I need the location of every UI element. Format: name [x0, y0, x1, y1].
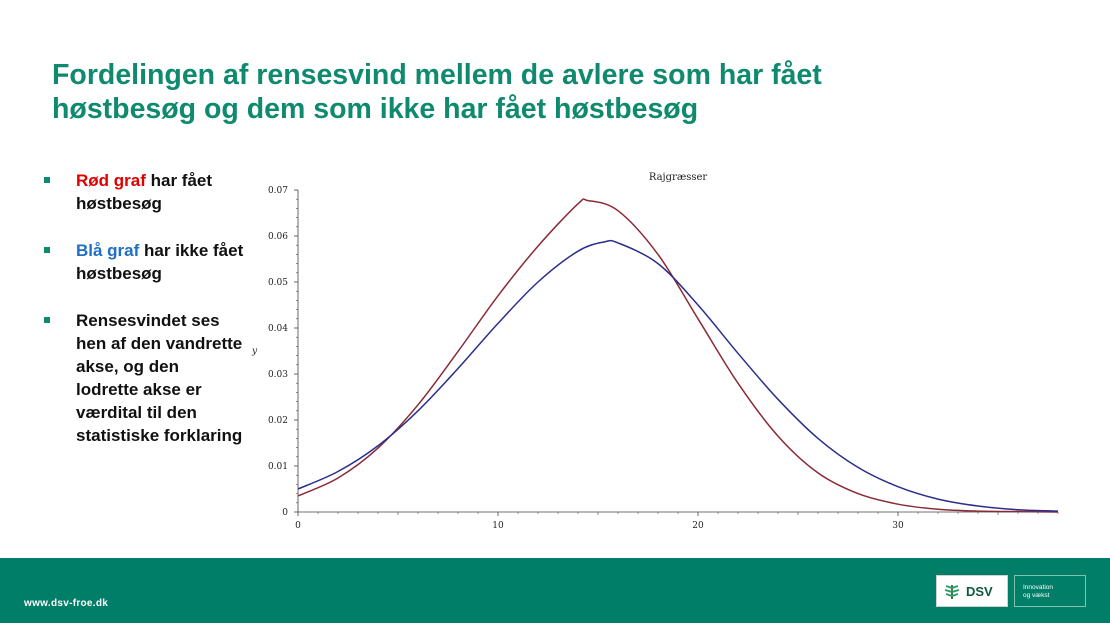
- tagline-line-2: og vækst: [1023, 592, 1050, 599]
- distribution-chart: [242, 160, 1072, 540]
- bullet-marker: [44, 317, 50, 323]
- y-tick-label: 0.05: [267, 278, 288, 288]
- wheat-leaf-icon: [943, 584, 961, 600]
- blue-graph-label: Blå graf: [76, 241, 140, 260]
- y-tick-label: 0.01: [267, 462, 288, 472]
- y-tick-label: 0.04: [267, 324, 288, 334]
- slide-title-line-1: Fordelingen af rensesvind mellem de avlere som har fået: [52, 59, 822, 91]
- footer-bar: [0, 558, 1110, 623]
- bullet-list: [44, 169, 244, 471]
- x-tick-label: 20: [692, 521, 704, 531]
- logo-text: DSV: [966, 584, 993, 599]
- bullet-text: har fået høstbesøg: [76, 171, 213, 213]
- bullet-text: har ikke fået høstbesøg: [76, 241, 244, 283]
- bullet-item-red: [44, 169, 244, 215]
- y-tick-label: 0.06: [267, 232, 288, 242]
- bullet-item-blue: [44, 239, 244, 285]
- bullet-text: Rensesvindet ses hen af den vandrette akse, og den lodrette akse er værdital til den statistiske forklaring: [76, 311, 243, 445]
- blue-series-line: [298, 241, 1058, 512]
- red-series-line: [298, 199, 1058, 512]
- y-axis-label: y: [252, 346, 258, 357]
- bullet-marker: [44, 177, 50, 183]
- footer-url[interactable]: www.dsv-froe.dk: [24, 598, 109, 609]
- y-tick-label: 0: [282, 508, 288, 518]
- x-tick-label: 30: [892, 521, 904, 531]
- tagline-box: [1014, 575, 1086, 607]
- y-tick-label: 0.07: [267, 186, 288, 196]
- y-tick-label: 0.03: [267, 370, 288, 380]
- tagline: [1023, 584, 1083, 600]
- chart-title: Rajgræsser: [648, 172, 708, 183]
- x-tick-label: 10: [492, 521, 504, 531]
- x-tick-label: 0: [295, 521, 301, 531]
- slide-title-line-2: høstbesøg og dem som ikke har fået høstbesøg: [52, 93, 699, 125]
- y-tick-label: 0.02: [267, 416, 288, 426]
- tagline-line-1: Innovation: [1023, 584, 1053, 591]
- red-graph-label: Rød graf: [76, 171, 146, 190]
- bullet-marker: [44, 247, 50, 253]
- bullet-item-explanation: [44, 309, 244, 447]
- dsv-logo: [936, 575, 1008, 607]
- slide-title: [52, 58, 1052, 126]
